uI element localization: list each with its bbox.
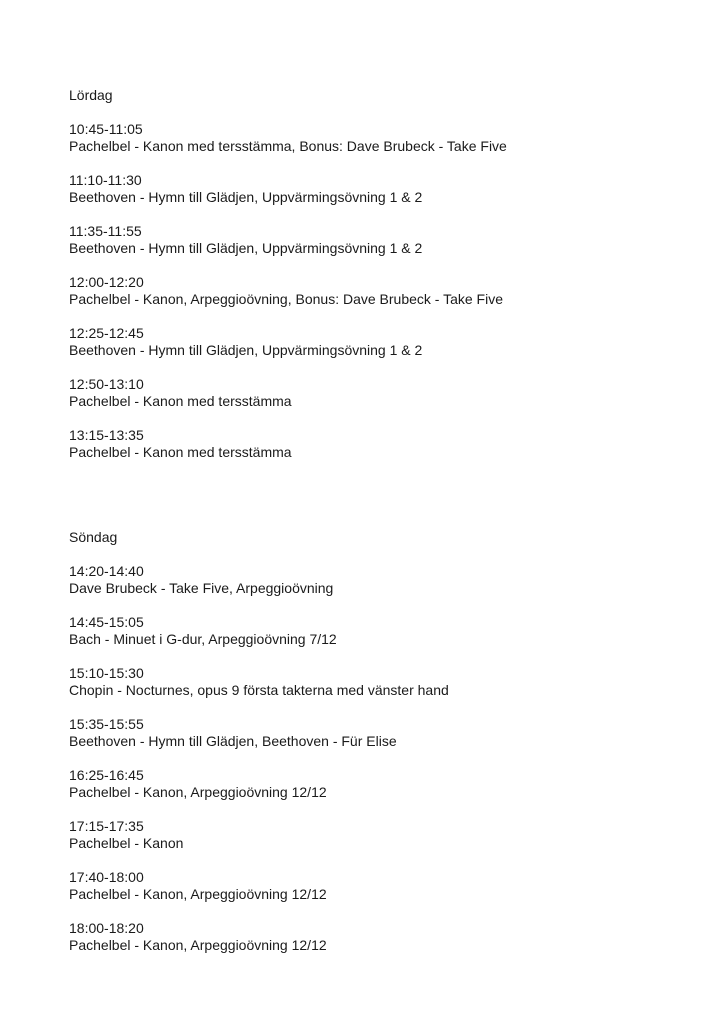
sunday-section bbox=[69, 529, 689, 971]
slot-time: 14:45-15:05 bbox=[69, 614, 144, 630]
schedule-slot bbox=[69, 614, 689, 648]
day-heading-saturday: Lördag bbox=[69, 87, 113, 103]
slot-time: 12:50-13:10 bbox=[69, 376, 144, 392]
slot-time: 12:00-12:20 bbox=[69, 274, 144, 290]
schedule-slot bbox=[69, 274, 689, 308]
schedule-slot bbox=[69, 427, 689, 461]
slot-description: Beethoven - Hymn till Glädjen, Beethoven - Für Elise bbox=[69, 733, 397, 749]
schedule-slot bbox=[69, 325, 689, 359]
schedule-slot bbox=[69, 121, 689, 155]
slot-time: 13:15-13:35 bbox=[69, 427, 144, 443]
slot-description: Pachelbel - Kanon med tersstämma bbox=[69, 393, 292, 409]
saturday-section bbox=[69, 87, 689, 478]
schedule-slot bbox=[69, 563, 689, 597]
schedule-slot bbox=[69, 665, 689, 699]
slot-time: 12:25-12:45 bbox=[69, 325, 144, 341]
day-heading-sunday: Söndag bbox=[69, 529, 118, 545]
slot-description: Bach - Minuet i G-dur, Arpeggioövning 7/12 bbox=[69, 631, 337, 647]
schedule-slot bbox=[69, 869, 689, 903]
slot-time: 14:20-14:40 bbox=[69, 563, 144, 579]
slot-description: Pachelbel - Kanon, Arpeggioövning 12/12 bbox=[69, 886, 327, 902]
schedule-slot bbox=[69, 767, 689, 801]
slot-time: 11:10-11:30 bbox=[69, 172, 142, 188]
slot-time: 18:00-18:20 bbox=[69, 920, 144, 936]
schedule-slot bbox=[69, 376, 689, 410]
slot-time: 17:40-18:00 bbox=[69, 869, 144, 885]
slot-description: Dave Brubeck - Take Five, Arpeggioövning bbox=[69, 580, 334, 596]
slot-time: 15:10-15:30 bbox=[69, 665, 144, 681]
schedule-slot bbox=[69, 920, 689, 954]
slot-time: 11:35-11:55 bbox=[69, 223, 142, 239]
slot-description: Pachelbel - Kanon bbox=[69, 835, 184, 851]
slot-description: Pachelbel - Kanon med tersstämma, Bonus: Dave Brubeck - Take Five bbox=[69, 138, 507, 154]
schedule-slot bbox=[69, 172, 689, 206]
slot-description: Beethoven - Hymn till Glädjen, Uppvärmingsövning 1 & 2 bbox=[69, 189, 423, 205]
slot-description: Beethoven - Hymn till Glädjen, Uppvärmingsövning 1 & 2 bbox=[69, 240, 423, 256]
slot-time: 16:25-16:45 bbox=[69, 767, 144, 783]
slot-time: 17:15-17:35 bbox=[69, 818, 144, 834]
schedule-slot bbox=[69, 223, 689, 257]
slot-time: 15:35-15:55 bbox=[69, 716, 144, 732]
slot-description: Pachelbel - Kanon med tersstämma bbox=[69, 444, 292, 460]
schedule-slot bbox=[69, 716, 689, 750]
slot-description: Pachelbel - Kanon, Arpeggioövning 12/12 bbox=[69, 937, 327, 953]
slot-description: Beethoven - Hymn till Glädjen, Uppvärmingsövning 1 & 2 bbox=[69, 342, 423, 358]
slot-description: Chopin - Nocturnes, opus 9 första takterna med vänster hand bbox=[69, 682, 449, 698]
schedule-slot bbox=[69, 818, 689, 852]
slot-description: Pachelbel - Kanon, Arpeggioövning 12/12 bbox=[69, 784, 327, 800]
slot-description: Pachelbel - Kanon, Arpeggioövning, Bonus: Dave Brubeck - Take Five bbox=[69, 291, 503, 307]
slot-time: 10:45-11:05 bbox=[69, 121, 143, 137]
